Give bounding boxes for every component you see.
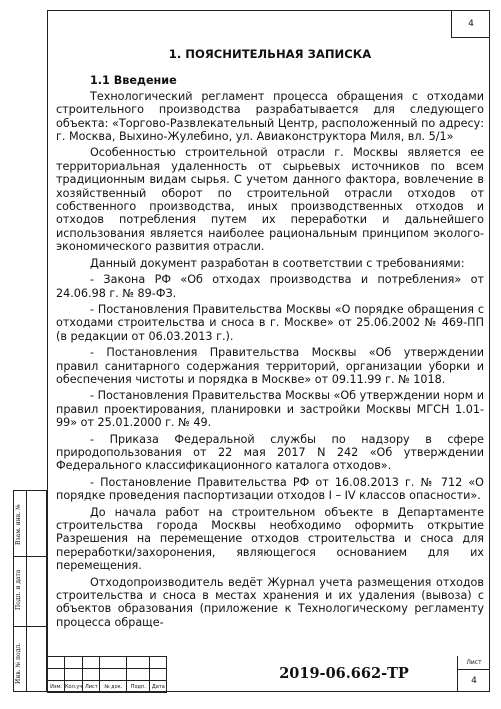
- col-list: Лист: [83, 681, 100, 693]
- side-value-column: [26, 490, 47, 692]
- list-item: - Постановление Правительства РФ от 16.08.2013 г. № 712 «О порядке проведения паспортизации отходов I – IV классов опасности».: [56, 475, 484, 503]
- sign-date-label: Подп. и дата: [15, 569, 22, 610]
- paragraph: Особенностью строительной отрасли г. Москвы является ее территориальная удаленность от сырьевых источников по всем традиционным видам сырья. С учетом данного фактора, вовлечение в хозяйственный оборот по строительной отрасли отходов от собственного производства, иных производственных отходов и отходов потребления путем их переработки и дальнейшего использования является наиболее рациональным принципом эколого-экономического развития отрасли.: [56, 146, 484, 254]
- paragraph: Технологический регламент процесса обращения с отходами строительного производства разрабатывается для следующего объекта: «Торгово-Развлекательный Центр, расположенный по адресу: г. Москва, Выхино-Жулебино, ул. Авиаконструктора Миля, вл. 5/1»: [56, 89, 484, 144]
- side-stamp: [13, 490, 47, 692]
- top-page-number: 4: [451, 10, 490, 38]
- list-item: - Приказа Федеральной службы по надзору в сфере природопользования от 22 мая 2017 N 242 «Об утверждении Федерального классификационного каталога отходов».: [56, 432, 484, 473]
- sheet-box: [457, 656, 490, 692]
- paragraph: Данный документ разработан в соответствии с требованиями:: [90, 256, 465, 270]
- col-podp: Подп.: [127, 681, 150, 693]
- col-izm: Изм.: [48, 681, 65, 693]
- section-heading: 1.1 Введение: [90, 74, 177, 88]
- col-koluch: Кол.уч: [65, 681, 83, 693]
- document-body: [56, 48, 484, 632]
- col-ndok: № док.: [100, 681, 127, 693]
- list-item: - Постановления Правительства Москвы «Об утверждении норм и правил проектирования, планировки и застройки Москвы МГСН 1.01-99» от 25.01.2000 г. № 49.: [56, 389, 484, 430]
- paragraph: Отходопроизводитель ведёт Журнал учета размещения отходов строительства и сноса в местах хранения и их удаления (вывоза) с объектов образования (приложение к Технологическому регламенту процесса обраще-: [56, 575, 484, 629]
- col-data: Дата: [150, 681, 167, 693]
- inv-dup-label: Взам. инв. №: [15, 504, 22, 545]
- document-title: 1. ПОЯСНИТЕЛЬНАЯ ЗАПИСКА: [168, 47, 372, 61]
- revision-table: [47, 656, 167, 693]
- sheet-number: 4: [471, 676, 477, 686]
- list-item: - Постановления Правительства Москвы «О порядке обращения с отходами строительства и сноса в г. Москве» от 25.06.2002 № 469-ПП (в редакции от 06.03.2013 г.).: [56, 302, 484, 343]
- inv-orig-label: Инв. № подл.: [15, 642, 22, 684]
- list-item: - Закона РФ «Об отходах производства и потребления» от 24.06.98 г. № 89-ФЗ.: [56, 273, 484, 300]
- document-code: 2019-06.662-ТР: [279, 665, 409, 682]
- title-block: [47, 656, 490, 692]
- list-item: - Постановления Правительства Москвы «Об утверждении правил санитарного содержания территорий, организации уборки и обеспечения чистоты и порядка в Москве» от 09.11.99 г. № 1018.: [56, 346, 484, 386]
- paragraph: До начала работ на строительном объекте в Департаменте строительства города Москвы необходимо оформить открытие Разрешения на перемещение отходов строительства и сноса для переработки/захоронения, являющегося основанием для их перемещения.: [56, 505, 484, 573]
- sheet-label: Лист: [458, 656, 490, 670]
